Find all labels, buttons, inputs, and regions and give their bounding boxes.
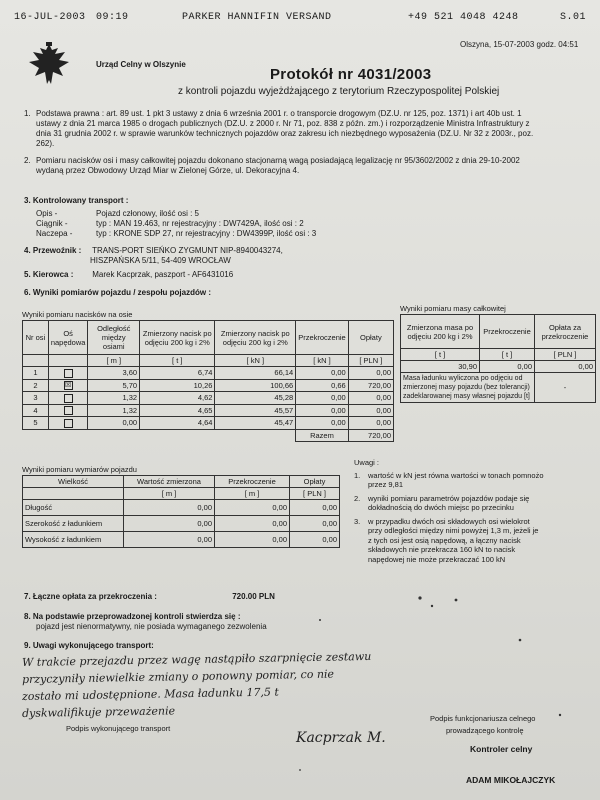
remark-line: z tych osi jest osią napędową, a łączny nacisk <box>368 535 521 545</box>
driver-signature: Kacprzak M. <box>296 730 386 746</box>
axle-kn: 45,47 <box>215 417 296 430</box>
axle-kn: 45,28 <box>215 392 296 405</box>
legal-line: Podstawa prawna : art. 89 ust. 1 pkt 3 ustawy z dnia 6 września 2001 r. o transporcie drogowym (DZ.U. nr 125, poz. 1371) i art 40b ust. 1 <box>36 109 522 118</box>
unit: [ t ] <box>140 355 215 367</box>
axle-t: 4,62 <box>140 392 215 405</box>
axle-nr: 3 <box>23 392 49 405</box>
remark-line: napędowej nie może przekraczać 100 kN <box>368 554 506 564</box>
total-fee-value: 720.00 PLN <box>232 592 275 601</box>
results-heading-text: 6. Wyniki pomiarów pojazdu / zespołu pojazdów : <box>24 288 211 297</box>
fax-phone: +49 521 4048 4248 <box>408 12 519 23</box>
legal-num: 1. <box>24 109 31 118</box>
dim-exc: 0,00 <box>215 516 290 532</box>
col-dim-exc: Przekroczenie <box>215 476 290 488</box>
legal-line: ustawy z dnia 21 marca 1985 o drogach publicznych (DZ.U. z 2000 r. Nr 71, poz. 838 z późn. zm.) i rozporządzenie Ministra Infrastruktury z <box>36 119 530 128</box>
axle-nr: 2 <box>23 379 49 392</box>
dim-measured: 0,00 <box>124 516 215 532</box>
axle-dist: 1,32 <box>88 392 140 405</box>
remark-line: wyniki pomiaru parametrów pojazdów podaje się <box>368 493 530 503</box>
mass-table-caption: Wyniki pomiaru masy całkowitej <box>400 304 506 313</box>
unit: [ t ] <box>480 349 535 361</box>
axle-fee: 0,00 <box>348 417 393 430</box>
remark-num: 2. <box>354 493 361 503</box>
handwritten-line: dyskwalifikuje przeważenie <box>21 704 176 721</box>
fax-page: S.01 <box>560 12 587 23</box>
axle-fee: 0,00 <box>348 392 393 405</box>
dim-label: Długość <box>23 500 124 516</box>
dim-exc: 0,00 <box>215 532 290 548</box>
remark-line: dokładnością do dwóch miejsc po przecinku <box>368 503 514 512</box>
driver-label: 5. Kierowca : <box>24 270 74 279</box>
col-t: Zmierzony nacisk po odjęciu 200 kg i 2% <box>140 321 215 355</box>
unit: [ kN ] <box>215 355 296 367</box>
unit: [ kN ] <box>296 355 349 367</box>
dim-table-caption: Wyniki pomiaru wymiarów pojazdu <box>22 465 137 474</box>
carrier-label: 4. Przewoźnik : <box>24 246 82 255</box>
axle-fee: 720,00 <box>348 379 393 392</box>
remark-line: przez 9,81 <box>368 480 404 489</box>
carrier-line1: TRANS-PORT SIEŃKO ZYGMUNT NIP-8940043274, <box>92 246 283 255</box>
measurement-num: 2. <box>24 156 31 165</box>
unit: [ PLN ] <box>290 488 340 500</box>
official-name: ADAM MIKOŁAJCZYK <box>466 775 556 785</box>
cargo-mass-label: Masa ładunku wyliczona po odjęciu od zmierzonej masy pojazdu (bez tolerancji) zadeklarowanej masy własnej pojazdu [t] <box>401 373 535 403</box>
protocol-title: Protokół nr 4031/2003 <box>270 66 432 83</box>
col-drive: Oś napędowa <box>48 321 88 355</box>
axle-table-caption: Wyniki pomiaru nacisków na osie <box>22 310 133 319</box>
transport-heading: 3. Kontrolowany transport : <box>24 196 129 205</box>
driver-sign-label: Podpis wykonującego transport <box>66 724 171 733</box>
col-measured: Wartość zmierzona <box>124 476 215 488</box>
dim-measured: 0,00 <box>124 500 215 516</box>
axle-t: 4,64 <box>140 417 215 430</box>
axle-exc: 0,00 <box>296 417 349 430</box>
unit: [ m ] <box>124 488 215 500</box>
protocol-subtitle: z kontroli pojazdu wyjeżdżającego z terytorium Rzeczypospolitej Polskiej <box>178 86 500 97</box>
opis-value: Pojazd członowy, ilość osi : 5 <box>96 209 200 218</box>
total-label: Razem <box>296 429 349 441</box>
dim-label: Wysokość z ładunkiem <box>23 532 124 548</box>
axle-dist: 3,60 <box>88 367 140 380</box>
remark-line: w przypadku dwóch osi składowych osi wielokrot <box>368 516 530 526</box>
dim-fee: 0,00 <box>290 500 340 516</box>
handwritten-line: zostało mi udostępnione. Masa ładunku 17,5 t <box>21 685 279 704</box>
axle-kn: 100,66 <box>215 379 296 392</box>
tractor-value: typ : MAN 19.463, nr rejestracyjny : DW7429A, ilość osi : 2 <box>96 219 304 228</box>
total-fee-label: 7. Łączne opłata za przekroczenia : <box>24 592 157 601</box>
col-dim-fee: Opłaty <box>290 476 340 488</box>
axle-nr: 4 <box>23 404 49 417</box>
axle-dist: 0,00 <box>88 417 140 430</box>
axle-dist: 5,70 <box>88 379 140 392</box>
axle-kn: 66,14 <box>215 367 296 380</box>
handwritten-line: przyczyniły niewielkie zmiany o ponowny pomiar, co nie <box>21 667 335 687</box>
total-value: 720,00 <box>348 429 393 441</box>
unit: [ t ] <box>401 349 480 361</box>
unit: [ m ] <box>215 488 290 500</box>
cargo-mass-value: - <box>535 373 596 403</box>
remark-num: 3. <box>354 516 361 526</box>
unit: [ m ] <box>88 355 140 367</box>
axle-exc: 0,00 <box>296 392 349 405</box>
office-name: Urząd Celny w Olszynie <box>96 60 186 69</box>
dim-label: Szerokość z ładunkiem <box>23 516 124 532</box>
legal-line: dnia 31 grudnia 2002 r. w sprawie warunków technicznych pojazdów oraz zakresu ich niezbędnego wyposażenia (DZ.U. Nr 32 z 2003r., poz. <box>36 129 534 138</box>
fax-date: 16-JUL-2003 <box>14 12 86 23</box>
trailer-value: typ : KRONE SDP 27, nr rejestracyjny : DW4399P, ilość osi : 3 <box>96 229 317 238</box>
carrier-line2: HISZPAŃSKA 5/11, 54-409 WROCŁAW <box>90 256 231 265</box>
fax-time: 09:19 <box>96 12 129 23</box>
trailer-label: Naczepa - <box>36 229 73 238</box>
stamp-line: Kontroler celny <box>470 744 533 754</box>
axle-t: 4,65 <box>140 404 215 417</box>
col-mass-exc: Przekroczenie <box>480 315 535 349</box>
dim-measured: 0,00 <box>124 532 215 548</box>
unit: [ PLN ] <box>535 349 596 361</box>
driver-value: Marek Kacprzak, paszport - AF6431016 <box>92 270 234 279</box>
col-kn: Zmierzony nacisk po odjęciu 200 kg i 2% <box>215 321 296 355</box>
axle-fee: 0,00 <box>348 404 393 417</box>
remark-num: 1. <box>354 470 361 480</box>
measurement-line: Pomiaru nacisków osi i masy całkowitej pojazdu dokonano stacjonarną wagą posiadającą legalizację nr 95/3602/2002 z dnia 29-10-2002 <box>36 156 520 165</box>
axle-exc: 0,66 <box>296 379 349 392</box>
mass-exc: 0,00 <box>480 361 535 373</box>
remark-line: składowych nie przekracza 160 kN to nacisk <box>368 545 516 554</box>
col-mass-fee: Opłata za przekroczenie <box>535 315 596 349</box>
finding-value: pojazd jest nienormatywny, nie posiada wymaganego zezwolenia <box>36 622 267 631</box>
col-dist: Odległość między osiami <box>88 321 140 355</box>
axle-nr: 1 <box>23 367 49 380</box>
stamp-line: prowadzącego kontrolę <box>446 726 524 735</box>
tractor-label: Ciągnik - <box>36 219 68 228</box>
axle-kn: 45,57 <box>215 404 296 417</box>
remark-line: wartość w kN jest równa wartości w tonach pomnożo <box>368 470 544 480</box>
mass-value: 30,90 <box>401 361 480 373</box>
official-sign-label: Podpis funkcjonariusza celnego <box>430 714 536 723</box>
remarks-heading: Uwagi : <box>354 458 380 467</box>
dim-exc: 0,00 <box>215 500 290 516</box>
axle-fee: 0,00 <box>348 367 393 380</box>
legal-line: 262). <box>36 139 55 148</box>
remark-line: przy odległości między nimi powyżej 1,3 m, jeżeli je <box>368 526 539 535</box>
axle-exc: 0,00 <box>296 367 349 380</box>
axle-t: 6,74 <box>140 367 215 380</box>
axle-t: 10,26 <box>140 379 215 392</box>
axle-exc: 0,00 <box>296 404 349 417</box>
handwritten-line: W trakcie przejazdu przez wagę nastąpiło szarpnięcie zestawu <box>21 649 372 670</box>
measurement-line: wydaną przez Obwodowy Urząd Miar w Zielonej Górze, ul. Dekoracyjna 4. <box>36 166 300 175</box>
col-fee: Opłaty <box>348 321 393 355</box>
finding-label: 8. Na podstawie przeprowadzonej kontroli stwierdza się : <box>24 612 241 621</box>
driver-remarks-label: 9. Uwagi wykonującego transport: <box>24 641 154 650</box>
dim-fee: 0,00 <box>290 516 340 532</box>
col-mass: Zmierzona masa po odjęciu 200 kg i 2% <box>401 315 480 349</box>
col-nr: Nr osi <box>23 321 49 355</box>
fax-sender: PARKER HANNIFIN VERSAND <box>182 12 332 23</box>
axle-nr: 5 <box>23 417 49 430</box>
dim-fee: 0,00 <box>290 532 340 548</box>
mass-fee: 0,00 <box>535 361 596 373</box>
unit: [ PLN ] <box>348 355 393 367</box>
opis-label: Opis - <box>36 209 58 218</box>
place-date: Olszyna, 15-07-2003 godz. 04:51 <box>460 40 579 49</box>
drive-checkbox: ☒ <box>65 382 72 390</box>
col-exc: Przekroczenie <box>296 321 349 355</box>
axle-dist: 1,32 <box>88 404 140 417</box>
col-size: Wielkość <box>23 476 124 488</box>
